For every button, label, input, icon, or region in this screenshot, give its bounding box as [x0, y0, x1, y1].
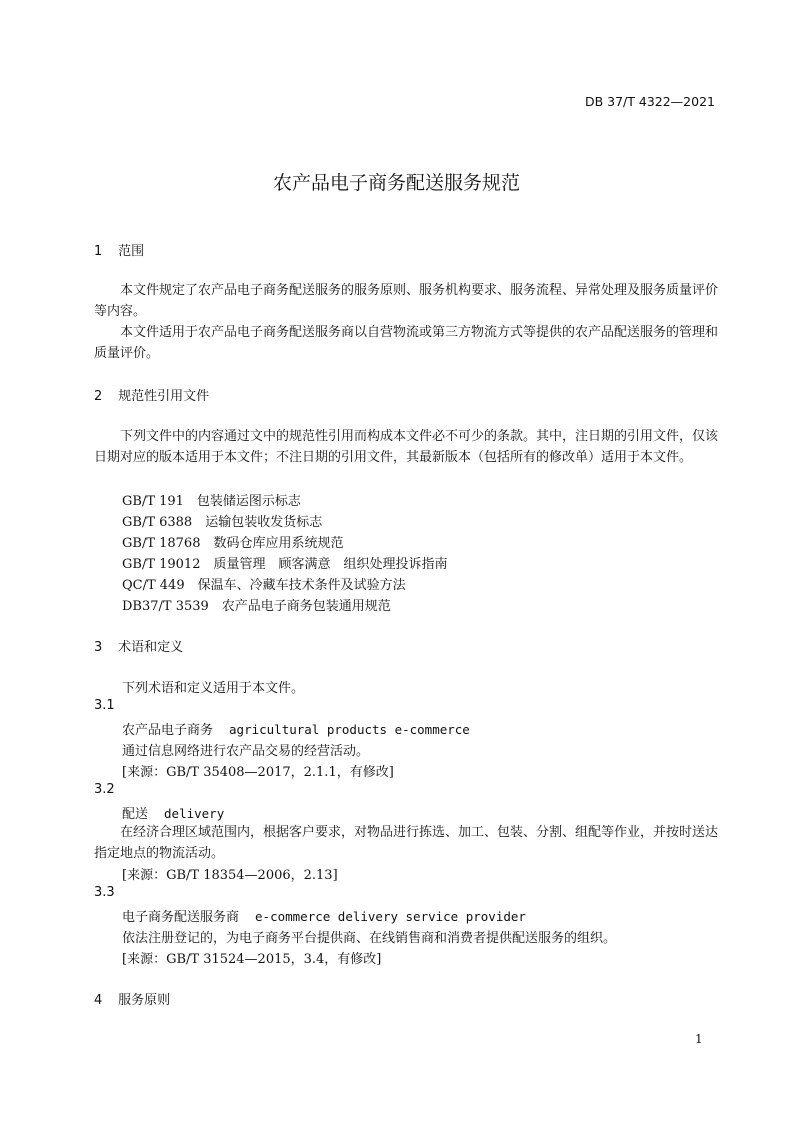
reference-item: QC/T 449 保温车、冷藏车技术条件及试验方法 — [122, 578, 406, 593]
section-title: 服务原则 — [118, 993, 171, 1008]
section-1-heading — [94, 240, 144, 259]
section-title: 术语和定义 — [118, 640, 184, 655]
scope-paragraph-1: 本文件规定了农产品电子商务配送服务的服务原则、服务机构要求、服务流程、异常处理及服务质量评价等内容。 — [94, 283, 719, 319]
term-en: delivery — [164, 806, 225, 821]
term-definition: 通过信息网络进行农产品交易的经营活动。 — [122, 744, 370, 759]
term-source: [来源：GB/T 31524—2015，3.4，有修改] — [122, 952, 382, 967]
reference-item: DB37/T 3539 农产品电子商务包装通用规范 — [122, 599, 391, 614]
section-title: 规范性引用文件 — [118, 389, 210, 404]
term-en: e-commerce delivery service provider — [255, 909, 526, 924]
reference-item: GB/T 19012 质量管理 顾客满意 组织处理投诉指南 — [122, 557, 448, 572]
term-number: 3.1 — [94, 698, 115, 713]
page-number: 1 — [695, 1032, 703, 1046]
term-entry — [122, 803, 224, 822]
document-code: DB 37/T 4322—2021 — [584, 94, 715, 109]
term-en: agricultural products e-commerce — [229, 722, 470, 737]
term-source: [来源：GB/T 35408—2017，2.1.1，有修改] — [122, 765, 394, 780]
term-zh: 电子商务配送服务商 — [122, 910, 240, 925]
section-title: 范围 — [118, 244, 145, 259]
section-number: 2 — [94, 389, 103, 404]
reference-item: GB/T 6388 运输包装收发货标志 — [122, 515, 323, 530]
section-number: 1 — [94, 244, 103, 259]
document-title: 农产品电子商务配送服务规范 — [272, 172, 520, 194]
term-number: 3.3 — [94, 885, 115, 900]
term-definition: 依法注册登记的，为电子商务平台提供商、在线销售商和消费者提供配送服务的组织。 — [122, 931, 617, 946]
section-number: 3 — [94, 640, 103, 655]
section-number: 4 — [94, 993, 103, 1008]
section-2-heading — [94, 385, 209, 404]
term-number: 3.2 — [94, 782, 115, 797]
reference-item: GB/T 191 包装储运图示标志 — [122, 494, 301, 509]
term-zh: 农产品电子商务 — [122, 723, 214, 738]
section-3-heading — [94, 636, 183, 655]
term-entry — [122, 719, 470, 738]
term-source: [来源：GB/T 18354—2006，2.13] — [122, 868, 338, 883]
term-zh: 配送 — [122, 807, 149, 822]
term-definition: 在经济合理区域范围内，根据客户要求，对物品进行拣选、加工、包装、分割、组配等作业，并按时送达指定地点的物流活动。 — [94, 825, 719, 861]
terms-intro: 下列术语和定义适用于本文件。 — [122, 681, 305, 696]
scope-paragraph-2: 本文件适用于农产品电子商务配送服务商以自营物流或第三方物流方式等提供的农产品配送服务的管理和质量评价。 — [94, 325, 719, 361]
section-4-heading — [94, 989, 170, 1008]
references-intro: 下列文件中的内容通过文中的规范性引用而构成本文件必不可少的条款。其中，注日期的引用文件，仅该日期对应的版本适用于本文件；不注日期的引用文件，其最新版本（包括所有的修改单）适用于本文件。 — [94, 429, 719, 465]
reference-item: GB/T 18768 数码仓库应用系统规范 — [122, 536, 344, 551]
term-entry — [122, 906, 526, 925]
